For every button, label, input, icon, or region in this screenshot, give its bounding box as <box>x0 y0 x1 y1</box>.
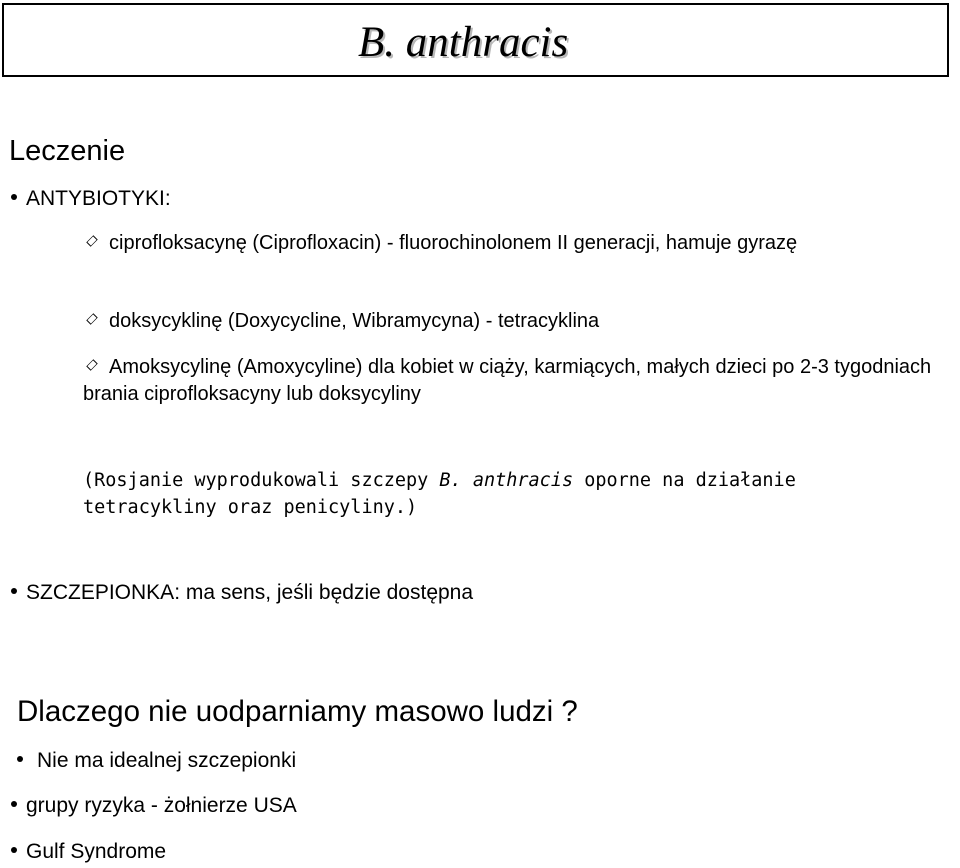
bullet-vaccine <box>11 580 473 606</box>
note-part-1: (Rosjanie wyprodukowali szczepy <box>83 470 440 491</box>
drug-item-2 <box>83 308 943 335</box>
reason-text-1: Nie ma idealnej szczepionki <box>37 749 297 772</box>
reason-item-1 <box>17 748 296 774</box>
bullet-dot-icon <box>11 194 17 200</box>
reason-item-2 <box>11 793 297 819</box>
bullet-antibiotics <box>11 186 171 212</box>
drug-text-2: doksycyklinę (Doxycycline, Wibramycyna) - tetracyklina <box>109 310 600 332</box>
reason-text-2: grupy ryzyka - żołnierze USA <box>26 794 297 817</box>
heading-treatment: Leczenie <box>9 135 126 167</box>
vaccine-text: SZCZEPIONKA: ma sens, jeśli będzie dostępna <box>26 581 474 604</box>
diamond-bullet-icon <box>86 313 97 324</box>
drug-item-1 <box>83 230 893 257</box>
drug-text-3: Amoksycylinę (Amoxycyline) dla kobiet w ciąży, karmiących, małych dzieci po 2-3 tygodniach brania ciprofloksacyny lub doksycyliny <box>83 356 932 405</box>
bullet-dot-icon <box>11 588 17 594</box>
drug-item-3 <box>83 354 958 408</box>
bullet-dot-icon <box>11 801 17 807</box>
reason-item-3 <box>11 839 166 865</box>
bullet-dot-icon <box>17 756 23 762</box>
resistance-note <box>83 467 933 521</box>
note-part-2: oporne na działanie tetracykliny oraz penicyliny.) <box>83 470 796 518</box>
title-box <box>2 3 949 77</box>
page-title: B. anthracis <box>358 19 569 66</box>
antibiotics-label: ANTYBIOTYKI: <box>26 187 171 210</box>
bullet-dot-icon <box>11 847 17 853</box>
heading-question: Dlaczego nie uodparniamy masowo ludzi ? <box>17 695 578 728</box>
note-species-italic: B. anthracis <box>439 470 574 491</box>
diamond-bullet-icon <box>86 235 97 246</box>
reason-text-3: Gulf Syndrome <box>26 840 167 863</box>
diamond-bullet-icon <box>86 359 97 370</box>
drug-text-1: ciprofloksacynę (Ciprofloxacin) - fluorochinolonem II generacji, hamuje gyrazę <box>109 232 798 254</box>
